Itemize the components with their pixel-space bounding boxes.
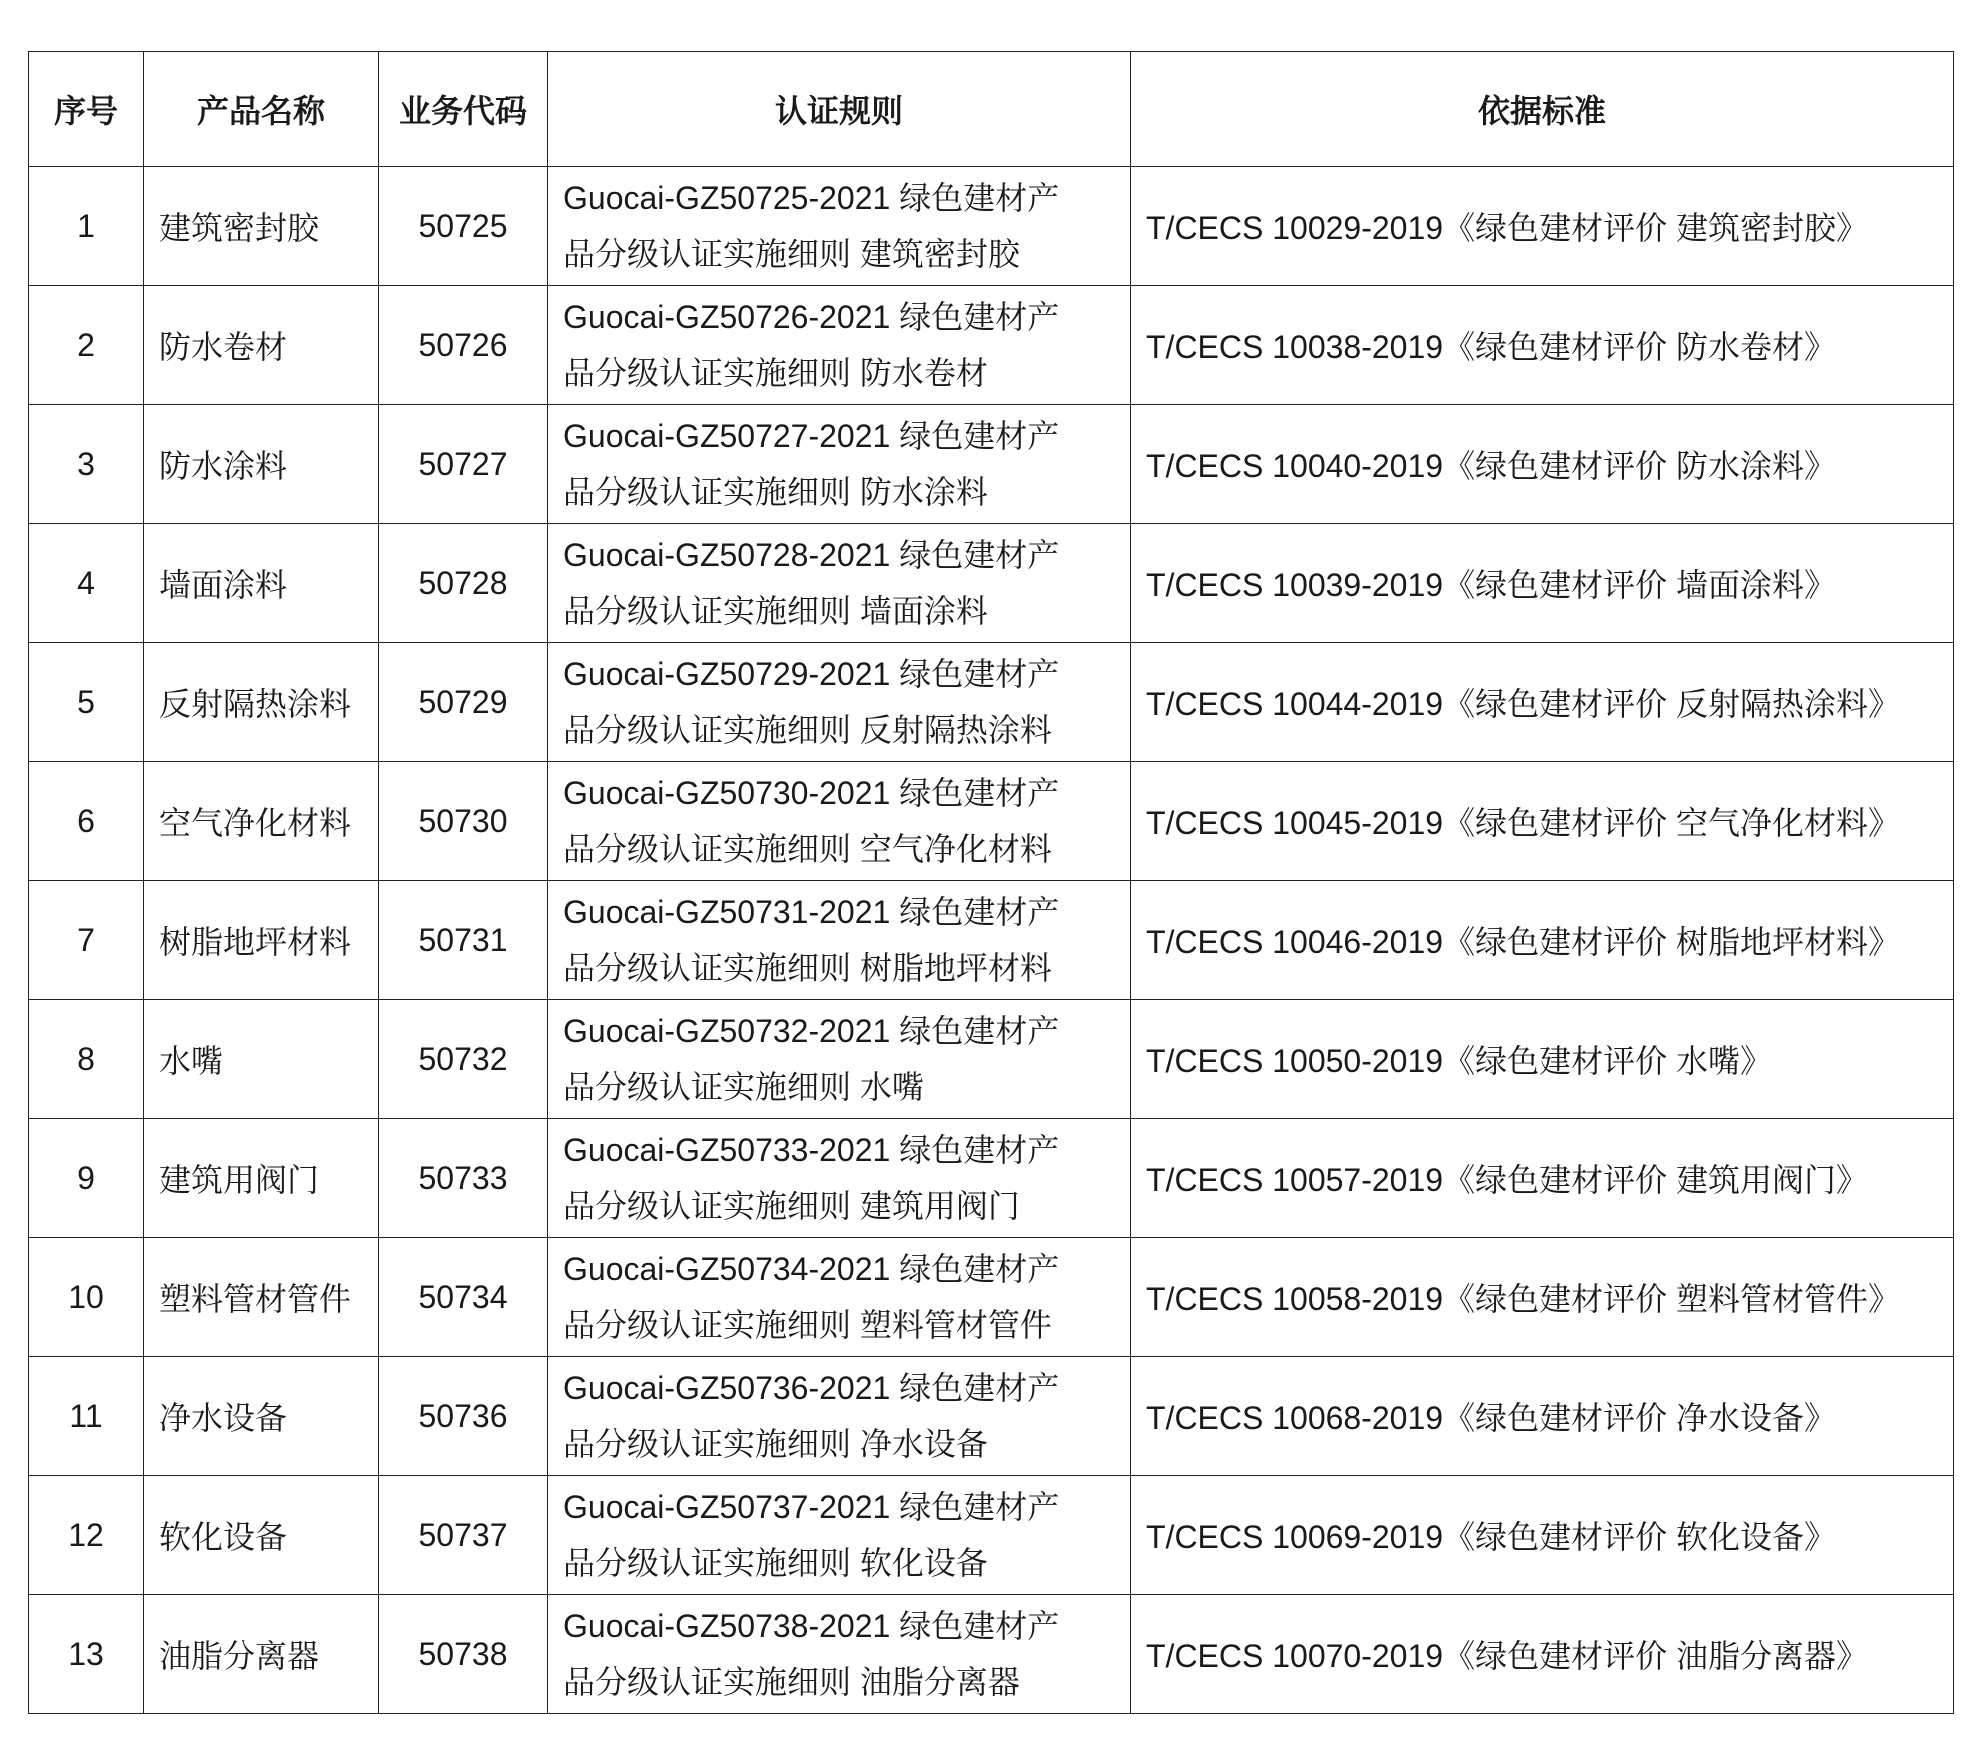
- cell-certification-rule: [548, 1000, 1131, 1119]
- cell-certification-rule: [548, 1119, 1131, 1238]
- cell-business-code: 50726: [379, 286, 548, 405]
- table-row: [29, 1000, 1954, 1119]
- cell-index: 7: [29, 881, 144, 1000]
- certification-table: [28, 51, 1954, 1714]
- cell-reference-standard: T/CECS 10040-2019《绿色建材评价 防水涂料》: [1131, 405, 1954, 524]
- cell-business-code: 50737: [379, 1476, 548, 1595]
- cell-index: 13: [29, 1595, 144, 1714]
- cell-reference-standard: T/CECS 10029-2019《绿色建材评价 建筑密封胶》: [1131, 167, 1954, 286]
- header-row: [29, 52, 1954, 167]
- cell-business-code: 50729: [379, 643, 548, 762]
- cell-certification-rule: [548, 762, 1131, 881]
- header-index: 序号: [29, 52, 144, 167]
- cell-certification-rule: [548, 643, 1131, 762]
- cell-index: 9: [29, 1119, 144, 1238]
- cell-product-name: 水嘴: [144, 1000, 379, 1119]
- rule-line: 品分级认证实施细则 建筑用阀门: [563, 1188, 1020, 1224]
- rule-line: Guocai-GZ50729-2021 绿色建材产: [563, 656, 1060, 692]
- rule-line: Guocai-GZ50727-2021 绿色建材产: [563, 418, 1060, 454]
- table-row: [29, 1357, 1954, 1476]
- cell-reference-standard: T/CECS 10044-2019《绿色建材评价 反射隔热涂料》: [1131, 643, 1954, 762]
- cell-product-name: 建筑密封胶: [144, 167, 379, 286]
- table-row: [29, 1238, 1954, 1357]
- rule-line: 品分级认证实施细则 塑料管材管件: [563, 1307, 1052, 1343]
- cell-index: 1: [29, 167, 144, 286]
- rule-line: 品分级认证实施细则 树脂地坪材料: [563, 950, 1052, 986]
- rule-line: 品分级认证实施细则 水嘴: [563, 1069, 924, 1105]
- cell-reference-standard: T/CECS 10058-2019《绿色建材评价 塑料管材管件》: [1131, 1238, 1954, 1357]
- rule-line: Guocai-GZ50730-2021 绿色建材产: [563, 775, 1060, 811]
- cell-product-name: 反射隔热涂料: [144, 643, 379, 762]
- cell-certification-rule: [548, 1357, 1131, 1476]
- cell-reference-standard: T/CECS 10069-2019《绿色建材评价 软化设备》: [1131, 1476, 1954, 1595]
- cell-index: 3: [29, 405, 144, 524]
- rule-line: 品分级认证实施细则 净水设备: [563, 1426, 988, 1462]
- rule-line: Guocai-GZ50737-2021 绿色建材产: [563, 1489, 1060, 1525]
- header-business-code: 业务代码: [379, 52, 548, 167]
- table-row: [29, 1595, 1954, 1714]
- cell-business-code: 50738: [379, 1595, 548, 1714]
- cell-reference-standard: T/CECS 10057-2019《绿色建材评价 建筑用阀门》: [1131, 1119, 1954, 1238]
- table-row: [29, 1476, 1954, 1595]
- cell-certification-rule: [548, 1476, 1131, 1595]
- rule-line: 品分级认证实施细则 墙面涂料: [563, 593, 988, 629]
- cell-index: 2: [29, 286, 144, 405]
- cell-certification-rule: [548, 167, 1131, 286]
- cell-product-name: 树脂地坪材料: [144, 881, 379, 1000]
- table-row: [29, 1119, 1954, 1238]
- rule-line: Guocai-GZ50736-2021 绿色建材产: [563, 1370, 1060, 1406]
- cell-reference-standard: T/CECS 10068-2019《绿色建材评价 净水设备》: [1131, 1357, 1954, 1476]
- cell-reference-standard: T/CECS 10039-2019《绿色建材评价 墙面涂料》: [1131, 524, 1954, 643]
- cell-business-code: 50728: [379, 524, 548, 643]
- rule-line: 品分级认证实施细则 建筑密封胶: [563, 236, 1020, 272]
- rule-line: 品分级认证实施细则 反射隔热涂料: [563, 712, 1052, 748]
- cell-business-code: 50730: [379, 762, 548, 881]
- cell-product-name: 油脂分离器: [144, 1595, 379, 1714]
- table-row: [29, 167, 1954, 286]
- rule-line: Guocai-GZ50733-2021 绿色建材产: [563, 1132, 1060, 1168]
- header-certification-rule: 认证规则: [548, 52, 1131, 167]
- rule-line: 品分级认证实施细则 油脂分离器: [563, 1664, 1020, 1700]
- cell-index: 4: [29, 524, 144, 643]
- table-row: [29, 405, 1954, 524]
- cell-index: 8: [29, 1000, 144, 1119]
- cell-product-name: 空气净化材料: [144, 762, 379, 881]
- cell-product-name: 防水卷材: [144, 286, 379, 405]
- cell-certification-rule: [548, 286, 1131, 405]
- rule-line: Guocai-GZ50738-2021 绿色建材产: [563, 1608, 1060, 1644]
- rule-line: 品分级认证实施细则 防水卷材: [563, 355, 988, 391]
- table-header: [29, 52, 1954, 167]
- cell-reference-standard: T/CECS 10045-2019《绿色建材评价 空气净化材料》: [1131, 762, 1954, 881]
- cell-reference-standard: T/CECS 10070-2019《绿色建材评价 油脂分离器》: [1131, 1595, 1954, 1714]
- cell-business-code: 50736: [379, 1357, 548, 1476]
- cell-certification-rule: [548, 1238, 1131, 1357]
- table-row: [29, 524, 1954, 643]
- cell-index: 11: [29, 1357, 144, 1476]
- cell-business-code: 50734: [379, 1238, 548, 1357]
- cell-business-code: 50733: [379, 1119, 548, 1238]
- rule-line: Guocai-GZ50732-2021 绿色建材产: [563, 1013, 1060, 1049]
- cell-product-name: 墙面涂料: [144, 524, 379, 643]
- cell-certification-rule: [548, 881, 1131, 1000]
- rule-line: Guocai-GZ50731-2021 绿色建材产: [563, 894, 1060, 930]
- cell-product-name: 建筑用阀门: [144, 1119, 379, 1238]
- table-body: [29, 167, 1954, 1714]
- cell-business-code: 50725: [379, 167, 548, 286]
- cell-certification-rule: [548, 1595, 1131, 1714]
- header-reference-standard: 依据标准: [1131, 52, 1954, 167]
- cell-product-name: 软化设备: [144, 1476, 379, 1595]
- table-row: [29, 762, 1954, 881]
- rule-line: Guocai-GZ50725-2021 绿色建材产: [563, 180, 1060, 216]
- table-row: [29, 286, 1954, 405]
- table-row: [29, 643, 1954, 762]
- cell-certification-rule: [548, 524, 1131, 643]
- cell-reference-standard: T/CECS 10038-2019《绿色建材评价 防水卷材》: [1131, 286, 1954, 405]
- cell-business-code: 50731: [379, 881, 548, 1000]
- cell-index: 5: [29, 643, 144, 762]
- cell-product-name: 防水涂料: [144, 405, 379, 524]
- rule-line: Guocai-GZ50728-2021 绿色建材产: [563, 537, 1060, 573]
- rule-line: Guocai-GZ50726-2021 绿色建材产: [563, 299, 1060, 335]
- cell-business-code: 50732: [379, 1000, 548, 1119]
- header-product-name: 产品名称: [144, 52, 379, 167]
- cell-reference-standard: T/CECS 10050-2019《绿色建材评价 水嘴》: [1131, 1000, 1954, 1119]
- cell-certification-rule: [548, 405, 1131, 524]
- cell-reference-standard: T/CECS 10046-2019《绿色建材评价 树脂地坪材料》: [1131, 881, 1954, 1000]
- cell-index: 10: [29, 1238, 144, 1357]
- cell-index: 12: [29, 1476, 144, 1595]
- table-row: [29, 881, 1954, 1000]
- cell-product-name: 塑料管材管件: [144, 1238, 379, 1357]
- cell-index: 6: [29, 762, 144, 881]
- rule-line: 品分级认证实施细则 防水涂料: [563, 474, 988, 510]
- rule-line: 品分级认证实施细则 软化设备: [563, 1545, 988, 1581]
- cell-product-name: 净水设备: [144, 1357, 379, 1476]
- rule-line: Guocai-GZ50734-2021 绿色建材产: [563, 1251, 1060, 1287]
- rule-line: 品分级认证实施细则 空气净化材料: [563, 831, 1052, 867]
- cell-business-code: 50727: [379, 405, 548, 524]
